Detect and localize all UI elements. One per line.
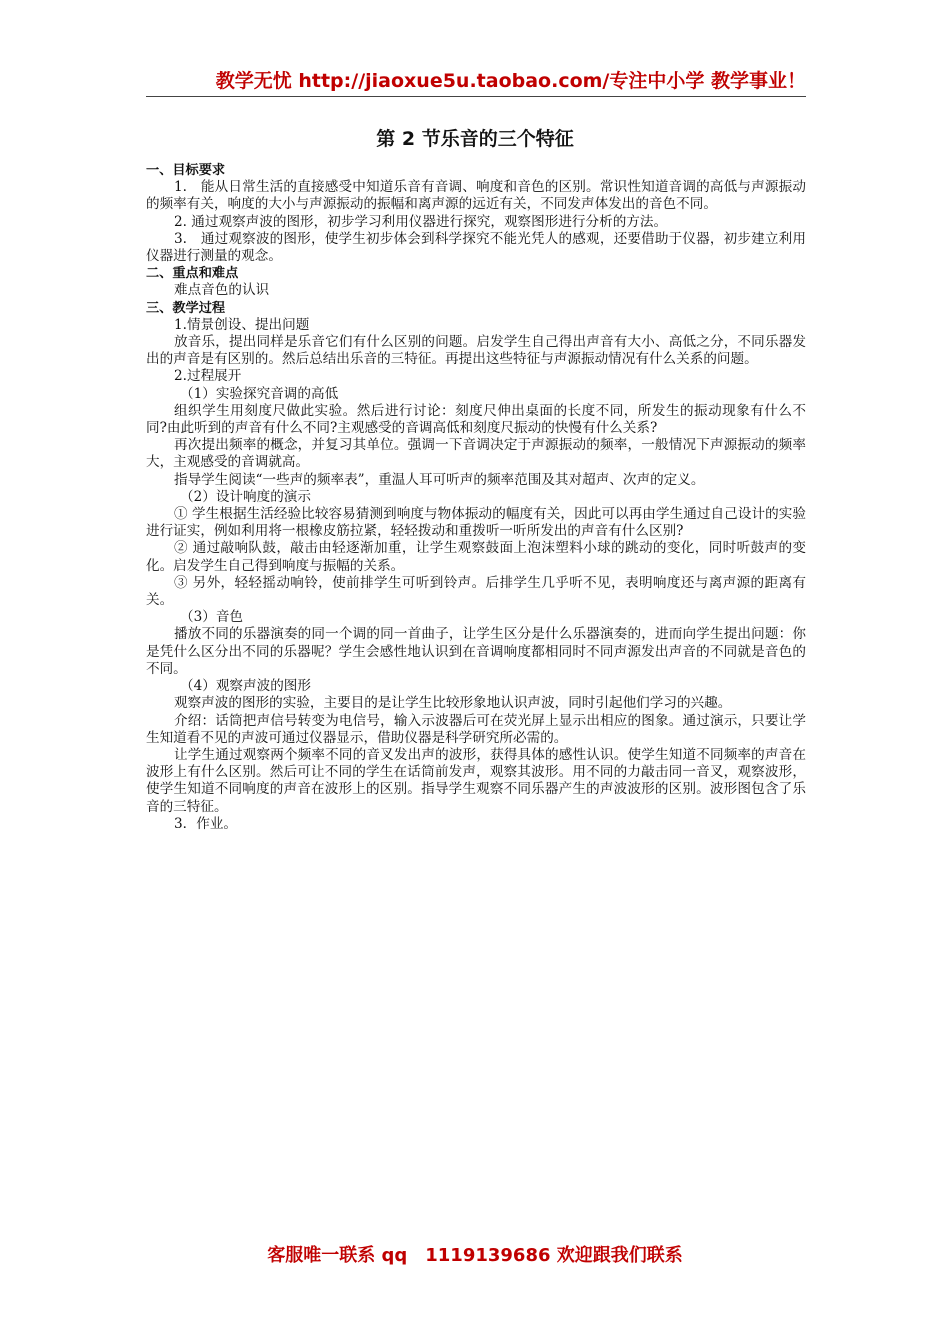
paragraph: 2.过程展开	[174, 368, 242, 385]
paragraph: ③ 另外，轻轻摇动响铃，使前排学生可听到铃声。后排学生几乎听不见，表明响度还与离声源的距离有关。	[146, 574, 806, 609]
paragraph: 1. 能从日常生活的直接感受中知道乐音有音调、响度和音色的区别。常识性知道音调的高低与声源振动的频率有关，响度的大小与声源振动的振幅和离声源的远近有关，不同发声体发出的音色不同。	[146, 179, 806, 213]
subheading: （2）设计响度的演示	[180, 488, 311, 505]
paragraph: 放音乐，提出同样是乐音它们有什么区别的问题。启发学生自己得出声音有大小、高低之分，不同乐器发出的声音是有区别的。然后总结出乐音的三特征。再提出这些特征与声源振动情况有什么关系的问题。	[146, 334, 806, 368]
paragraph: ② 通过敲响队鼓，敲击由轻逐渐加重，让学生观察鼓面上泡沫塑料小球的跳动的变化，同时听鼓声的变化。启发学生自己得到响度与振幅的关系。	[146, 540, 806, 574]
subheading: （4）观察声波的图形	[180, 678, 311, 695]
subheading: （3）音色	[180, 609, 244, 626]
paragraph: 播放不同的乐器演奏的同一个调的同一首曲子，让学生区分是什么乐器演奏的，进而向学生提出问题：你是凭什么区分出不同的乐器呢？学生会感性地认识到在音调响度都相同时不同声源发出声音的不同就是音色的不同。	[146, 626, 806, 677]
section-heading-process: 三、教学过程	[146, 300, 226, 316]
paragraph: ① 学生根据生活经验比较容易猜测到响度与物体振动的幅度有关，因此可以再由学生通过自己设计的实验进行证实，例如利用将一根橡皮筋拉紧，轻轻拨动和重拨听一听所发出的声音有什么区别?	[146, 506, 806, 540]
paragraph: 让学生通过观察两个频率不同的音叉发出声的波形，获得具体的感性认识。使学生知道不同频率的声音在波形上有什么区别。然后可让不同的学生在话筒前发声，观察其波形。用不同的力敲击同一音叉，观察波形，使学生知道不同响度的声音在波形上的区别。指导学生观察不同乐器产生的声波波形的区别。波形图包含了乐音的三特征。	[146, 746, 806, 815]
page-title: 第 2 节乐音的三个特征	[376, 128, 574, 150]
paragraph: 难点音色的认识	[174, 282, 270, 299]
paragraph: 观察声波的图形的实验，主要目的是让学生比较形象地认识声波，同时引起他们学习的兴趣。	[174, 695, 732, 712]
paragraph: 3. 通过观察波的图形，使学生初步体会到科学探究不能光凭人的感观，还要借助于仪器，初步建立利用仪器进行测量的观念。	[146, 230, 806, 265]
header-divider	[146, 96, 806, 97]
paragraph: 再次提出频率的概念，并复习其单位。强调一下音调决定于声源振动的频率，一般情况下声源振动的频率大，主观感受的音调就高。	[146, 437, 806, 471]
paragraph: 1.情景创设、提出问题	[174, 316, 310, 333]
subheading: （1）实验探究音调的高低	[180, 385, 339, 402]
paragraph: 介绍：话筒把声信号转变为电信号，输入示波器后可在荧光屏上显示出相应的图象。通过演示，只要让学生知道看不见的声波可通过仪器显示，借助仪器是科学研究所必需的。	[146, 712, 806, 746]
paragraph: 3．作业。	[174, 815, 238, 832]
paragraph: 2. 通过观察声波的图形，初步学习利用仪器进行探究，观察图形进行分析的方法。	[174, 213, 668, 230]
header-banner: 教学无忧 http://jiaoxue5u.taobao.com/专注中小学 教学事业！	[215, 70, 806, 92]
section-heading-goals: 一、目标要求	[146, 163, 226, 178]
paragraph: 指导学生阅读“一些声的频率表”，重温人耳可听声的频率范围及其对超声、次声的定义。	[174, 471, 705, 488]
section-heading-keypoints: 二、重点和难点	[146, 266, 239, 282]
paragraph: 组织学生用刻度尺做此实验。然后进行讨论：刻度尺伸出桌面的长度不同，所发生的振动现象有什么不同?由此听到的声音有什么不同?主观感受的音调高低和刻度尺振动的快慢有什么关系?	[146, 402, 806, 437]
footer-contact: 客服唯一联系 qq 1119139686 欢迎跟我们联系	[267, 1245, 683, 1266]
document-body	[146, 162, 806, 833]
